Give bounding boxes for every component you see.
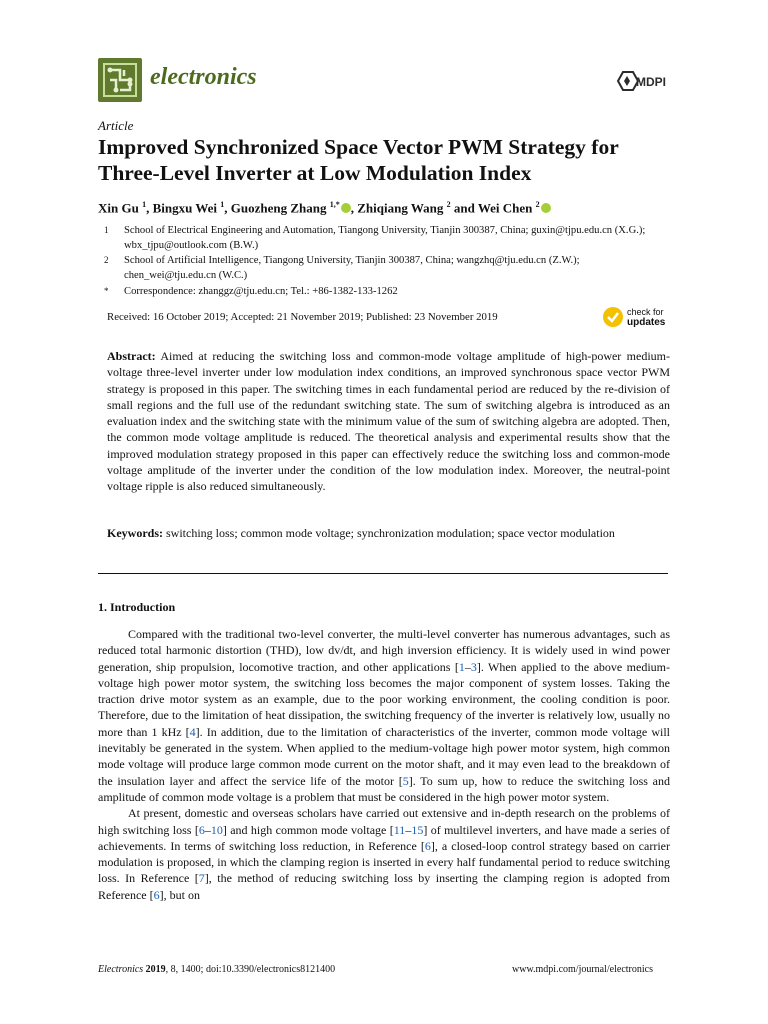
paragraph: Compared with the traditional two-level converter, the multi-level converter has numerous advantages, such as reduced total harmonic distortion (THD), low dv/dt, and high inversion efficiency. It is widely used in wind power generation, ship propulsion, locomotive traction, and other applications [1–3]. When applied to the above medium-voltage high power motor system, the switching loss becomes the major component of system losses. Taking the traction drive motor system as an example, due to the poor working environment, the cooling condition is poor. Therefore, due to the limitation of heat dissipation, the switching frequency of the inverter is relatively low, usually no more than 1 kHz [4]. In addition, due to the limitation of characteristics of the inverter, common mode voltage will inevitably be generated in the system. When applied to the medium-voltage high power motor system, high common mode voltage will produce large common mode current on the motor shaft, and it may even lead to the breakdown of the insulation layer and affect the service life of the motor [5]. To sum up, how to reduce the switching loss and amplitude of common mode voltage is a problem that must be considered in the high power motor system. <box>98 627 670 804</box>
publication-dates: Received: 16 October 2019; Accepted: 21 November 2019; Published: 23 November 2019 <box>107 311 498 323</box>
paper-title: Improved Synchronized Space Vector PWM Strategy for Three-Level Inverter at Low Modulation Index <box>98 135 619 185</box>
author-affiliation-mark: 2 <box>535 200 540 209</box>
abstract-label: Abstract: <box>107 349 156 363</box>
citation-link[interactable]: 7 <box>198 871 205 886</box>
affiliation-2: 2 School of Artificial Intelligence, Tiangong University, Tianjin 300387, China; wangzhq@tju.edu.cn (Z.W.); chen_wei@tju.edu.cn (W.C.) <box>104 255 580 281</box>
abstract <box>107 348 670 495</box>
citation-link[interactable]: 6 <box>153 887 160 902</box>
section-heading: 1. Introduction <box>98 600 176 614</box>
article-type: Article <box>98 118 134 133</box>
body-text <box>98 626 670 903</box>
svg-text:MDPI: MDPI <box>636 75 666 89</box>
citation-link[interactable]: 15 <box>411 822 424 837</box>
author-name[interactable]: Bingxu Wei <box>152 200 221 216</box>
keywords <box>107 525 670 541</box>
author-affiliation-mark: 1 <box>142 200 147 209</box>
orcid-icon[interactable] <box>341 203 351 213</box>
footer-citation: Electronics 2019, 8, 1400; doi:10.3390/electronics8121400 <box>98 964 336 975</box>
journal-name: electronics <box>150 64 257 90</box>
abstract-text: Aimed at reducing the switching loss and common-mode voltage amplitude of high-power medium-voltage three-level inverter under low modulation index conditions, an improved synchronous space vector PWM strategy is proposed in this paper. The switching times in each fundamental period are reduced by the re-division of small regions and the full use of the redundant switching state. The sum of switching algebra is introduced as an evaluation index and the switching state with the minimum value of the sum of switching algebra are adopted. Then, the common mode voltage amplitude is reduced. The theoretical analysis and experimental results show that the improved modulation strategy proposed in this paper can effectively reduce the switching loss and common-mode voltage amplitude of the inverter under the condition of the low modulation index. Moreover, the neutral-point voltage ripple is also reduced simultaneously. <box>107 349 670 494</box>
author-affiliation-mark: 2 <box>446 200 451 209</box>
citation-link[interactable]: 11 <box>393 822 406 837</box>
keywords-text: switching loss; common mode voltage; synchronization modulation; space vector modulation <box>166 526 615 540</box>
orcid-icon[interactable] <box>541 203 551 213</box>
mdpi-logo[interactable] <box>612 70 668 92</box>
footer-url[interactable]: www.mdpi.com/journal/electronics <box>512 964 653 975</box>
correspondence: * Correspondence: zhanggz@tju.edu.cn; Tel.: +86-1382-133-1262 <box>104 286 398 297</box>
citation-link[interactable]: 1 <box>458 659 465 674</box>
divider <box>98 573 668 574</box>
author-name[interactable]: Zhiqiang Wang <box>357 200 447 216</box>
citation-link[interactable]: 5 <box>402 773 409 788</box>
author-name[interactable]: Wei Chen <box>477 200 536 216</box>
author-affiliation-mark: 1,* <box>329 200 340 209</box>
paragraph: At present, domestic and overseas scholars have carried out extensive and in-depth research on the problems of high switching loss [6–10] and high common mode voltage [11–15] of multilevel inverters, and have made a series of achievements. In terms of switching loss reduction, in Reference [6], a closed-loop control strategy based on carrier modulation is proposed, in which the clamping region is inserted in every half fundamental period to reduce switching loss. In Reference [7], the method of reducing switching loss by inserting the clamping region is adopted from Reference [6], but on <box>98 806 671 902</box>
journal-logo-icon <box>98 58 142 102</box>
check-for-updates-icon[interactable] <box>602 306 624 328</box>
citation-link[interactable]: 6 <box>198 822 205 837</box>
author-name[interactable]: Xin Gu <box>98 200 143 216</box>
citation-link[interactable]: 6 <box>424 838 431 853</box>
author-affiliation-mark: 1 <box>220 200 225 209</box>
author-list: Xin Gu $^1$, Bingxu Wei $^1$, Guozheng Zhang $^{1,*}$ , Zhiqiang Wang $^2$ and Wei Chen $^2$ <box>98 200 551 216</box>
citation-link[interactable]: 10 <box>210 822 223 837</box>
affiliation-1: 1 School of Electrical Engineering and Automation, Tiangong University, Tianjin 300387, China; guxin@tjpu.edu.cn (X.G.); wbx_tjpu@outlook.com (B.W.) <box>104 225 646 251</box>
keywords-label: Keywords: <box>107 526 163 540</box>
author-name[interactable]: Guozheng Zhang <box>230 200 330 216</box>
citation-link[interactable]: 4 <box>189 724 196 739</box>
citation-link[interactable]: 3 <box>470 659 477 674</box>
check-for-updates-label[interactable]: check for updates <box>627 307 666 328</box>
